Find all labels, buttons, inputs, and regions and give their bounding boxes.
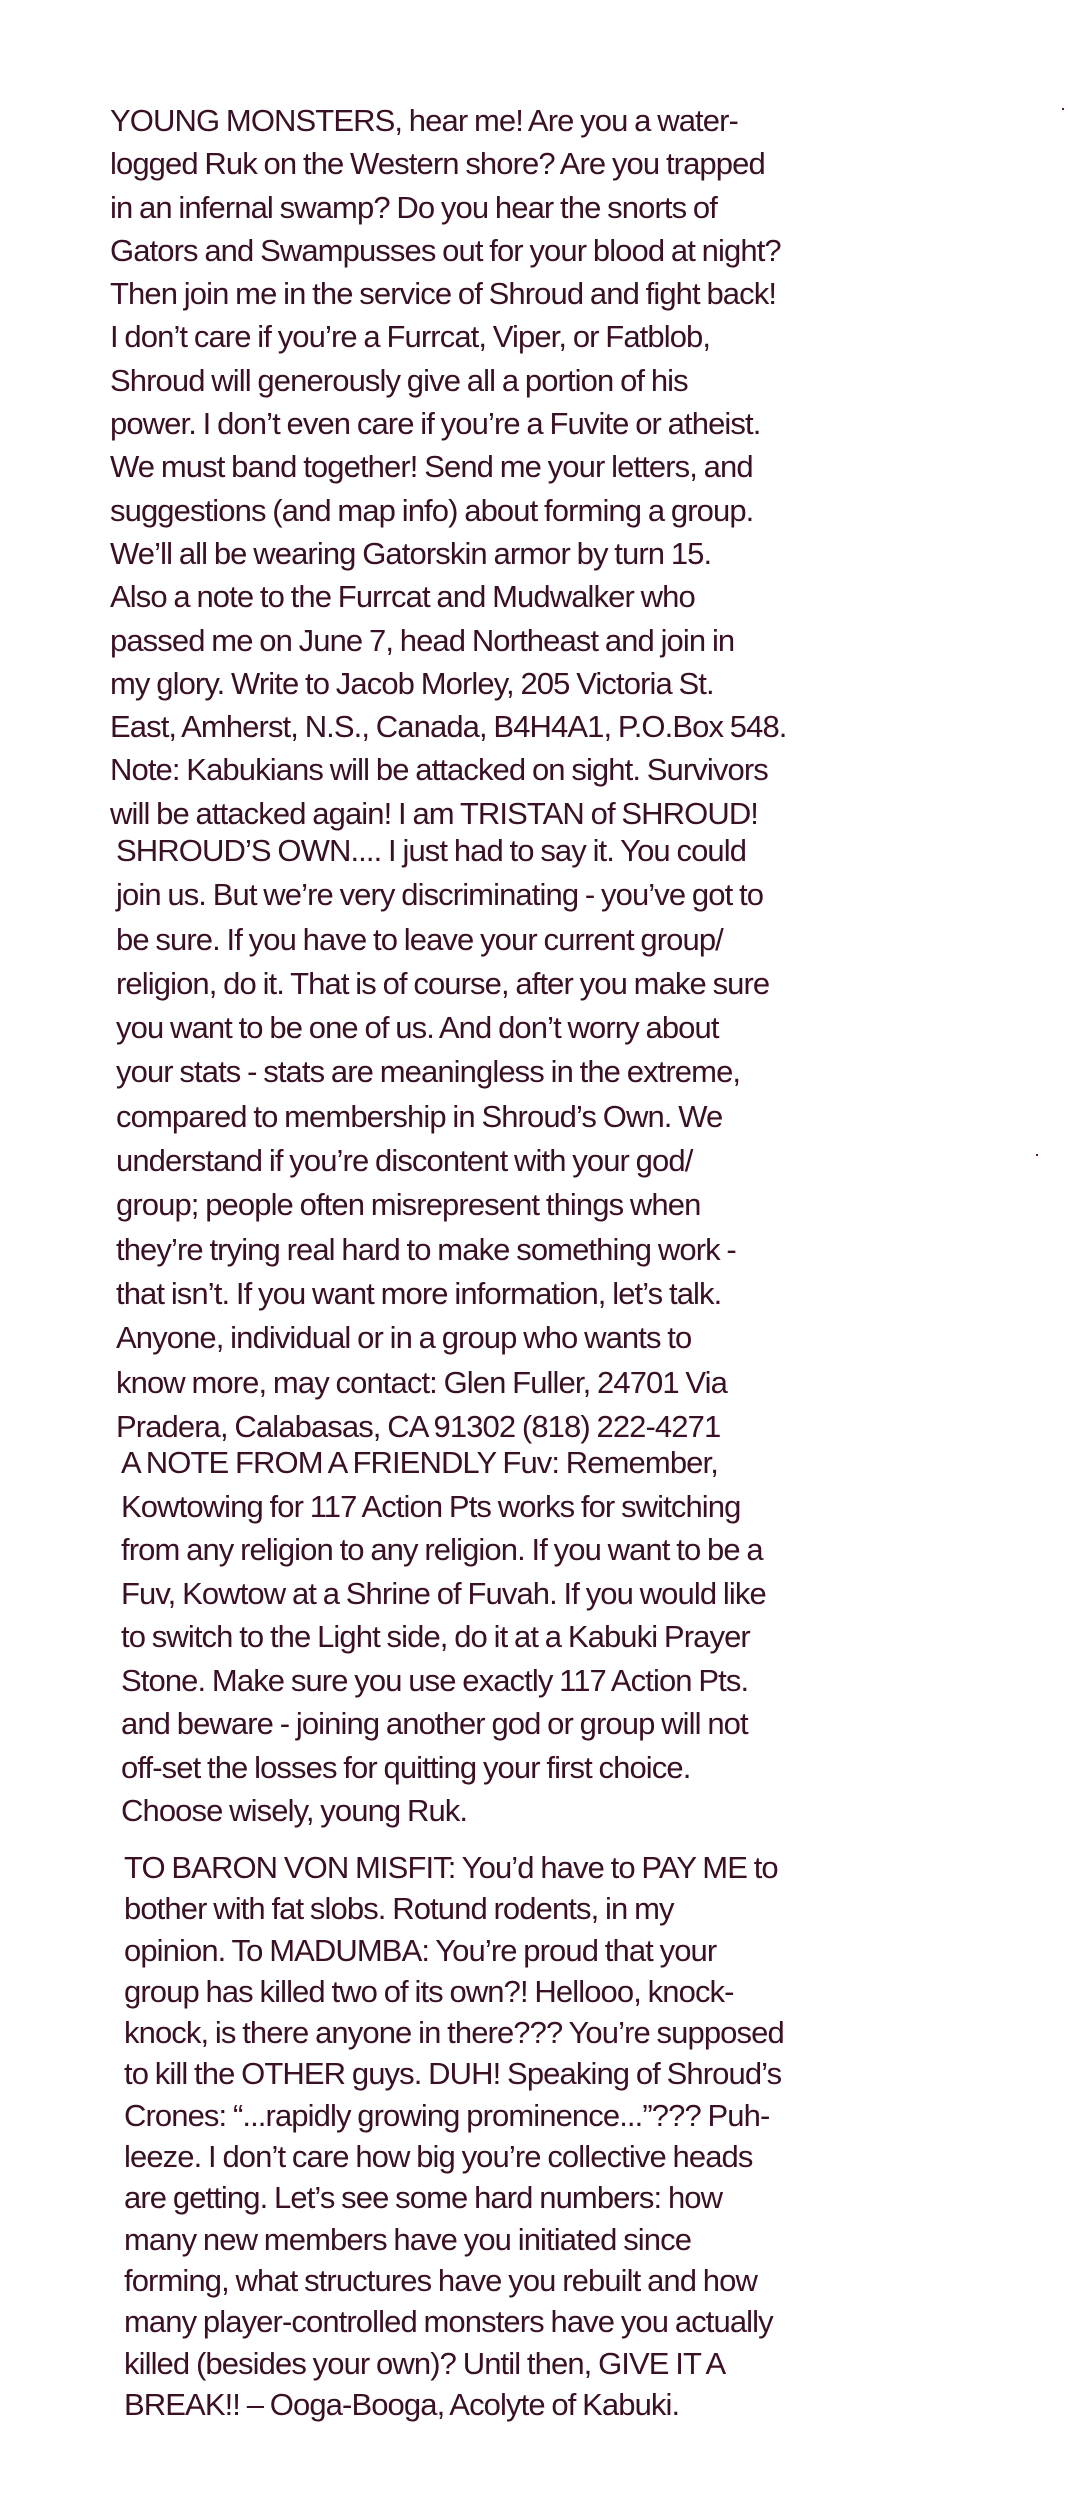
text-line: group has killed two of its own?! Hellooo, knock- (124, 1973, 734, 2009)
text-line: We must band together! Send me your letters, and (110, 449, 753, 485)
text-line: passed me on June 7, head Northeast and join in (110, 622, 735, 658)
text-line: We’ll all be wearing Gatorskin armor by turn 15. (110, 535, 712, 571)
text-line: that isn’t. If you want more information, let’s talk. (116, 1275, 722, 1311)
text-line: they’re trying real hard to make something work - (116, 1231, 736, 1267)
text-line: Gators and Swampusses out for your blood at night? (110, 232, 781, 268)
text-line: power. I don’t even care if you’re a Fuvite or atheist. (110, 406, 761, 442)
text-line: Note: Kabukians will be attacked on sight. Survivors (110, 752, 768, 788)
paragraph-shrouds-own (116, 829, 769, 1449)
text-line: to kill the OTHER guys. DUH! Speaking of Shroud’s (124, 2056, 782, 2092)
text-line: killed (besides your own)? Until then, GIVE IT A (124, 2345, 726, 2381)
text-line: group; people often misrepresent things when (116, 1187, 701, 1223)
text-line: logged Ruk on the Western shore? Are you trapped (110, 146, 765, 182)
text-line: off-set the losses for quitting your first choice. (121, 1749, 691, 1785)
text-line: Also a note to the Furrcat and Mudwalker who (110, 579, 695, 615)
text-line: Anyone, individual or in a group who wants to (116, 1320, 692, 1356)
text-line: join us. But we’re very discriminating - you’ve got to (116, 877, 764, 913)
text-line: Pradera, Calabasas, CA 91302 (818) 222-4271 (116, 1408, 721, 1444)
text-line: East, Amherst, N.S., Canada, B4H4A1, P.O.Box 548. (110, 709, 787, 745)
text-line: Choose wisely, young Ruk. (121, 1793, 468, 1828)
text-line: and beware - joining another god or group will not (121, 1706, 748, 1741)
text-line: to switch to the Light side, do it at a Kabuki Prayer (121, 1619, 750, 1654)
text-line: be sure. If you have to leave your current group/ (116, 921, 723, 957)
text-line: opinion. To MADUMBA: You’re proud that your (124, 1932, 717, 1968)
text-line: Shroud will generously give all a portion of his (110, 362, 688, 398)
text-line: BREAK!! – Ooga-Booga, Acolyte of Kabuki. (124, 2386, 680, 2422)
paragraph-young-monsters (110, 99, 787, 835)
text-line: my glory. Write to Jacob Morley, 205 Victoria St. (110, 665, 714, 701)
scan-speck (1036, 1154, 1038, 1156)
text-line: many new members have you initiated since (124, 2221, 692, 2257)
text-line: from any religion to any religion. If you want to be a (121, 1532, 763, 1567)
paragraph-baron-von-misfit (124, 1847, 784, 2425)
text-line: understand if you’re discontent with your god/ (116, 1143, 693, 1179)
text-line: TO BARON VON MISFIT: You’d have to PAY ME to (124, 1850, 778, 1885)
text-line: forming, what structures have you rebuilt and how (124, 2262, 757, 2298)
text-line: Crones: “...rapidly growing prominence...”??? Puh- (124, 2097, 770, 2133)
text-line: leeze. I don’t care how big you’re collective heads (124, 2139, 753, 2175)
text-line: Then join me in the service of Shroud and fight back! (110, 276, 777, 312)
text-line: know more, may contact: Glen Fuller, 24701 Via (116, 1364, 727, 1400)
paragraph-friendly-fuv (121, 1441, 766, 1833)
scan-speck (1062, 108, 1064, 110)
text-line: you want to be one of us. And don’t worry about (116, 1010, 719, 1046)
text-line: YOUNG MONSTERS, hear me! Are you a water- (110, 103, 738, 138)
text-line: will be attacked again! I am TRISTAN of SHROUD! (110, 795, 759, 831)
text-line: compared to membership in Shroud’s Own. We (116, 1098, 723, 1134)
text-line: I don’t care if you’re a Furrcat, Viper, or Fatblob, (110, 319, 711, 355)
text-line: A NOTE FROM A FRIENDLY Fuv: Remember, (121, 1445, 718, 1480)
text-line: knock, is there anyone in there??? You’re supposed (124, 2015, 784, 2051)
text-line: SHROUD’S OWN.... I just had to say it. You could (116, 833, 747, 868)
text-line: your stats - stats are meaningless in the extreme, (116, 1054, 741, 1090)
text-line: bother with fat slobs. Rotund rodents, in my (124, 1891, 674, 1927)
text-line: suggestions (and map info) about forming a group. (110, 492, 754, 528)
text-line: Fuv, Kowtow at a Shrine of Fuvah. If you would like (121, 1575, 766, 1611)
text-line: in an infernal swamp? Do you hear the snorts of (110, 189, 717, 225)
text-line: are getting. Let’s see some hard numbers: how (124, 2180, 723, 2216)
text-line: religion, do it. That is of course, after you make sure (116, 965, 770, 1001)
text-line: Stone. Make sure you use exactly 117 Action Pts. (121, 1662, 749, 1698)
text-line: Kowtowing for 117 Action Pts works for switching (121, 1488, 741, 1524)
text-line: many player-controlled monsters have you actually (124, 2304, 773, 2340)
